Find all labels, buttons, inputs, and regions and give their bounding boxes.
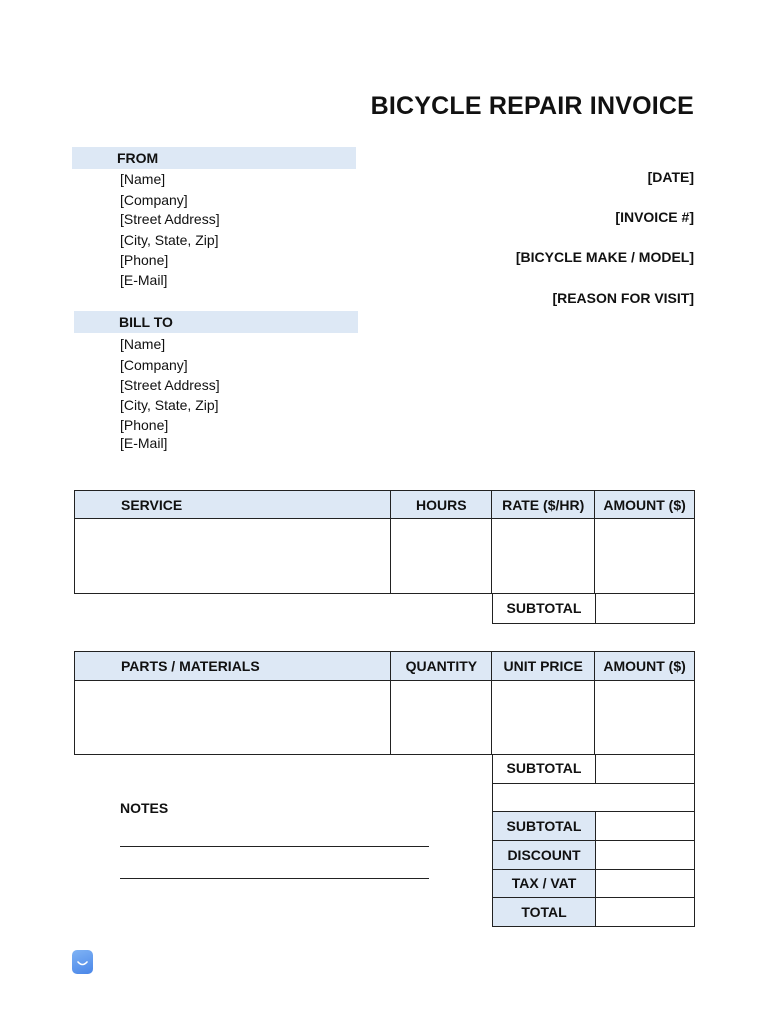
reason-field: [REASON FOR VISIT] xyxy=(552,290,694,306)
tax-vat-value[interactable] xyxy=(595,869,695,898)
from-company: [Company] xyxy=(120,192,188,208)
parts-amount-cell[interactable] xyxy=(595,681,695,755)
smile-icon xyxy=(72,950,93,974)
date-field: [DATE] xyxy=(647,169,694,185)
parts-subtotal-value[interactable] xyxy=(595,754,695,784)
from-phone: [Phone] xyxy=(120,252,169,268)
invoice-number-field: [INVOICE #] xyxy=(615,209,694,225)
from-city: [City, State, Zip] xyxy=(120,232,219,248)
discount-label: DISCOUNT xyxy=(492,840,596,870)
parts-table xyxy=(74,651,695,755)
service-rate-cell[interactable] xyxy=(492,519,595,594)
unit-price-col-header: UNIT PRICE xyxy=(492,652,595,681)
bill-to-heading: BILL TO xyxy=(119,314,173,330)
total-value[interactable] xyxy=(595,897,695,927)
service-table xyxy=(74,490,695,594)
from-street: [Street Address] xyxy=(120,211,220,227)
service-amount-cell[interactable] xyxy=(595,519,695,594)
notes-line-2[interactable] xyxy=(120,878,429,879)
bill-to-header xyxy=(74,311,358,333)
total-subtotal-value[interactable] xyxy=(595,811,695,841)
parts-amount-col-header: AMOUNT ($) xyxy=(595,652,695,681)
quantity-col-header: QUANTITY xyxy=(391,652,492,681)
from-name: [Name] xyxy=(120,171,166,187)
bill-to-company: [Company] xyxy=(120,357,188,373)
brand-logo-icon xyxy=(72,950,93,974)
parts-quantity-cell[interactable] xyxy=(391,681,492,755)
service-col-header: SERVICE xyxy=(75,491,391,519)
service-subtotal-label: SUBTOTAL xyxy=(492,594,596,624)
total-subtotal-label: SUBTOTAL xyxy=(492,811,596,841)
notes-line-1[interactable] xyxy=(120,846,429,847)
parts-col-header: PARTS / MATERIALS xyxy=(75,652,391,681)
bill-to-phone: [Phone] xyxy=(120,417,169,433)
bicycle-model-field: [BICYCLE MAKE / MODEL] xyxy=(515,249,694,265)
from-heading: FROM xyxy=(117,150,159,166)
bill-to-city: [City, State, Zip] xyxy=(120,397,219,413)
service-subtotal-value[interactable] xyxy=(595,594,695,624)
from-header xyxy=(72,147,356,169)
totals-spacer xyxy=(492,783,695,812)
hours-col-header: HOURS xyxy=(391,491,492,519)
bill-to-email: [E-Mail] xyxy=(120,435,168,451)
tax-vat-label: TAX / VAT xyxy=(492,869,596,898)
service-amount-col-header: AMOUNT ($) xyxy=(595,491,695,519)
from-email: [E-Mail] xyxy=(120,272,168,288)
total-label: TOTAL xyxy=(492,897,596,927)
parts-description-cell[interactable] xyxy=(75,681,391,755)
discount-value[interactable] xyxy=(595,840,695,870)
bill-to-name: [Name] xyxy=(120,336,166,352)
bill-to-street: [Street Address] xyxy=(120,377,220,393)
service-description-cell[interactable] xyxy=(75,519,391,594)
invoice-title: BICYCLE REPAIR INVOICE xyxy=(370,92,694,120)
rate-col-header: RATE ($/HR) xyxy=(492,491,595,519)
parts-subtotal-label: SUBTOTAL xyxy=(492,754,596,784)
notes-label: NOTES xyxy=(120,800,169,816)
parts-unit-price-cell[interactable] xyxy=(492,681,595,755)
service-hours-cell[interactable] xyxy=(391,519,492,594)
